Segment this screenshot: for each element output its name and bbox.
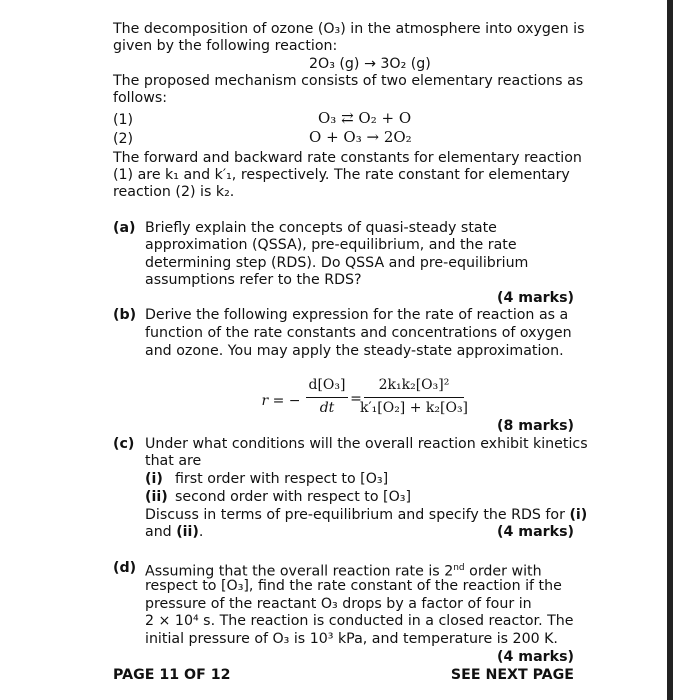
question-c-and-ii: (ii) xyxy=(176,524,199,540)
question-c-sub-ii-text: second order with respect to [O₃] xyxy=(175,489,411,505)
question-d-line-1: Assuming that the overall reaction rate is 2nd order with xyxy=(145,563,542,580)
see-next-page: SEE NEXT PAGE xyxy=(450,667,574,683)
intro-line-2: given by the following reaction: xyxy=(113,38,338,54)
question-c-discuss-i: (i) xyxy=(569,507,588,523)
rate-eq-numerator-2: 2k₁k₂[O₃]² xyxy=(378,377,450,393)
question-c-label: (c) xyxy=(113,436,135,452)
question-a-line-4: assumptions refer to the RDS? xyxy=(145,272,362,288)
step-2-equation: O + O₃ → 2O₂ xyxy=(309,128,412,146)
rate-constants-line-3: reaction (2) is k₂. xyxy=(113,184,235,200)
rate-eq-lhs: r = − xyxy=(261,393,301,409)
question-d-superscript: nd xyxy=(453,563,465,573)
question-b-label: (b) xyxy=(113,307,137,323)
question-d-line-5: initial pressure of O₃ is 10³ kPa, and temperature is 200 K. xyxy=(145,631,558,647)
overall-reaction: 2O₃ (g) → 3O₂ (g) xyxy=(309,56,431,72)
question-d-label: (d) xyxy=(113,560,137,576)
question-a-line-3: determining step (RDS). Do QSSA and pre-equilibrium xyxy=(145,255,529,271)
question-a-line-2: approximation (QSSA), pre-equilibrium, and the rate xyxy=(145,237,517,253)
question-a-marks: (4 marks) xyxy=(496,290,574,306)
question-b-line-1: Derive the following expression for the rate of reaction as a xyxy=(145,307,569,323)
rate-eq-denominator-1: dt xyxy=(319,400,335,416)
mechanism-intro-line-2: follows: xyxy=(113,90,168,106)
rate-constants-line-2: (1) are k₁ and k′₁, respectively. The rate constant for elementary xyxy=(113,167,570,183)
question-c-discuss: Discuss in terms of pre-equilibrium and specify the RDS for (i) xyxy=(145,507,588,523)
question-b-line-2: function of the rate constants and concentrations of oxygen xyxy=(145,325,572,341)
question-d-line-4: 2 × 10⁴ s. The reaction is conducted in a closed reactor. The xyxy=(145,613,574,629)
question-d-marks: (4 marks) xyxy=(496,649,574,665)
question-c-line-1: Under what conditions will the overall reaction exhibit kinetics xyxy=(145,436,588,452)
rate-eq-equals: = xyxy=(350,391,362,407)
rate-eq-denominator-2: k′₁[O₂] + k₂[O₃] xyxy=(359,400,469,416)
step-2-number: (2) xyxy=(113,131,134,147)
question-c-sub-i-number: (i) xyxy=(145,471,163,487)
question-b-marks: (8 marks) xyxy=(496,418,574,434)
mechanism-intro-line-1: The proposed mechanism consists of two elementary reactions as xyxy=(113,73,584,89)
rate-eq-fraction-bar-1 xyxy=(306,397,348,398)
intro-line-1: The decomposition of ozone (O₃) in the atmosphere into oxygen is xyxy=(113,21,585,37)
rate-eq-numerator-1: d[O₃] xyxy=(308,377,346,393)
page-number: PAGE 11 OF 12 xyxy=(113,667,231,683)
question-b-line-3: and ozone. You may apply the steady-state approximation. xyxy=(145,343,564,359)
question-c-line-2: that are xyxy=(145,453,202,469)
step-1-number: (1) xyxy=(113,112,134,128)
question-c-and: and (ii). xyxy=(145,524,204,540)
question-a-line-1: Briefly explain the concepts of quasi-steady state xyxy=(145,220,497,236)
question-a-label: (a) xyxy=(113,220,136,236)
question-c-sub-ii-number: (ii) xyxy=(145,489,168,505)
rate-eq-fraction-bar-2 xyxy=(364,397,464,398)
question-c-marks: (4 marks) xyxy=(496,524,574,540)
rate-constants-line-1: The forward and backward rate constants for elementary reaction xyxy=(113,150,582,166)
question-d-line-3: pressure of the reactant O₃ drops by a factor of four in xyxy=(145,596,532,612)
question-d-line-2: respect to [O₃], find the rate constant of the reaction if the xyxy=(145,578,562,594)
question-c-sub-i-text: first order with respect to [O₃] xyxy=(175,471,389,487)
step-1-equation: O₃ ⇄ O₂ + O xyxy=(318,109,412,127)
